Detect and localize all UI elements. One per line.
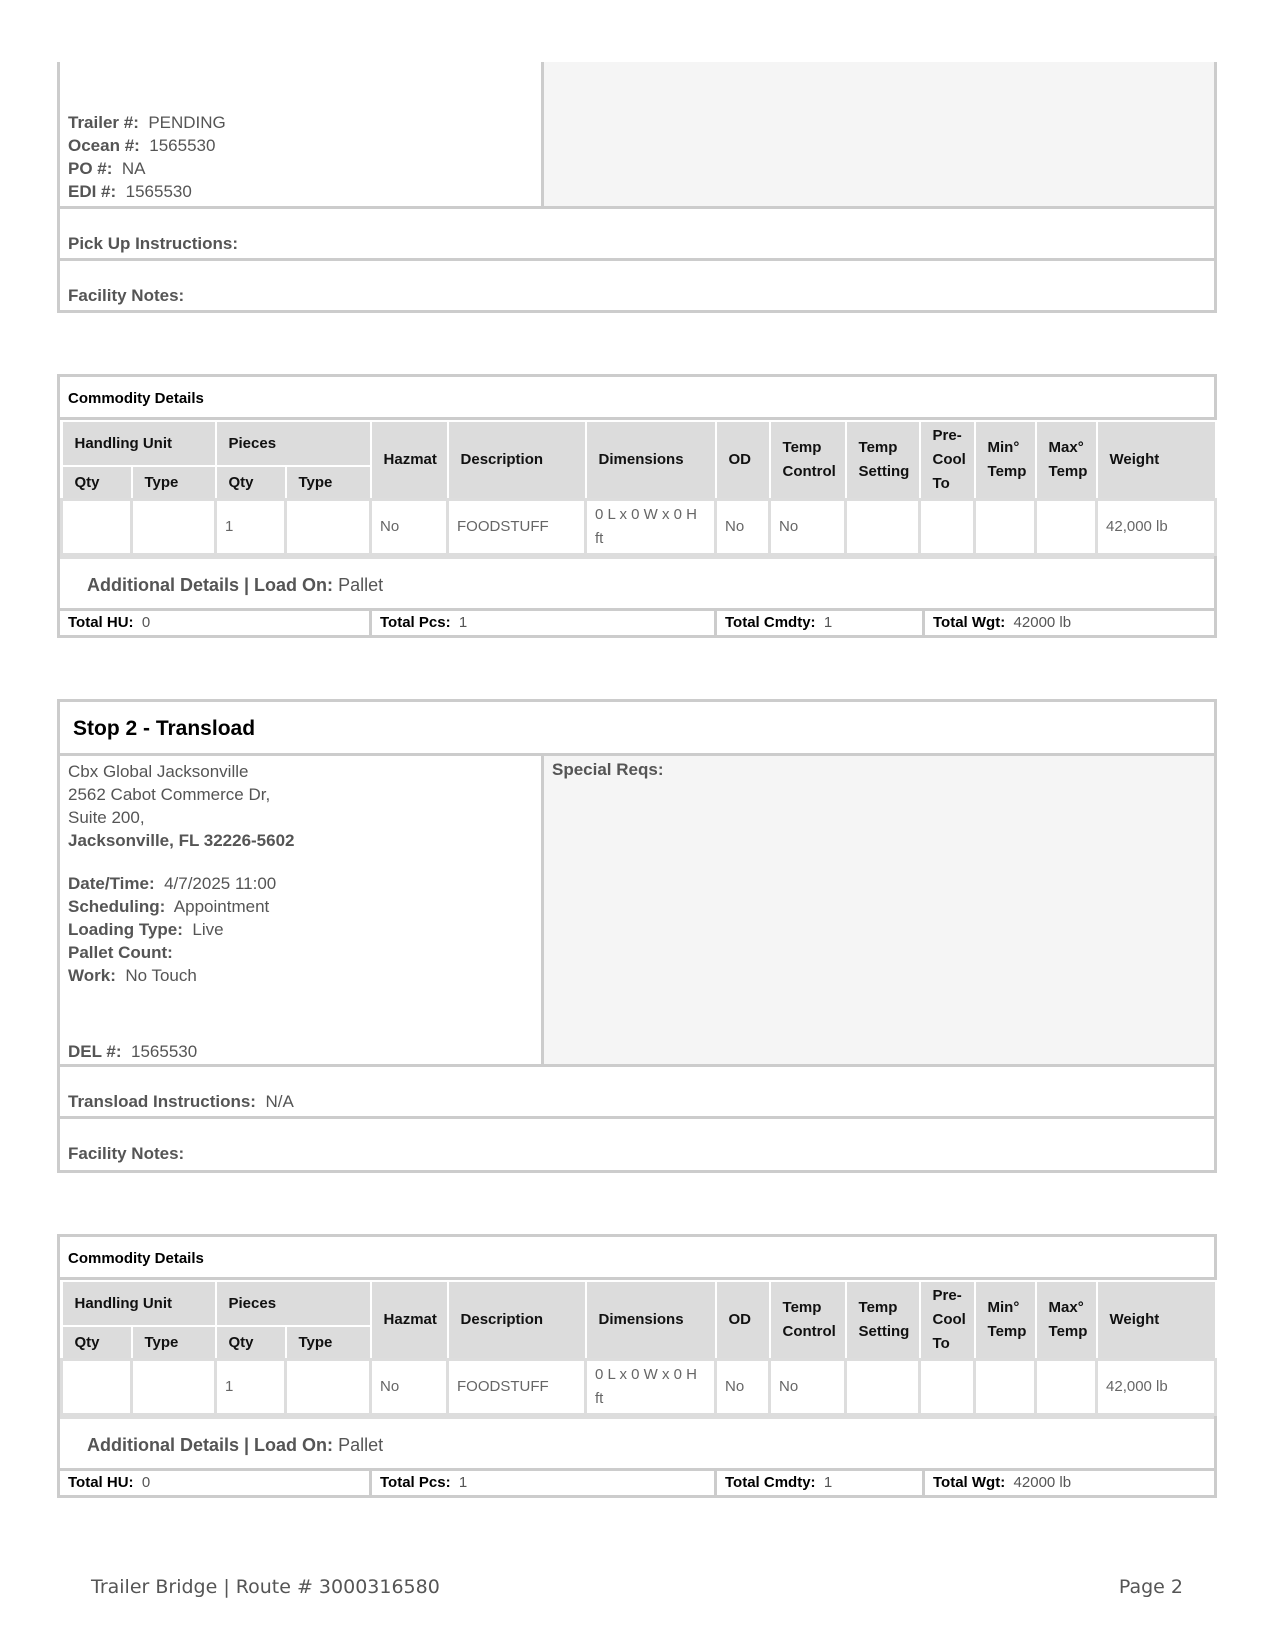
address-suite: Suite 200, xyxy=(68,808,145,827)
col-temp-setting: Temp Setting xyxy=(846,421,920,500)
stop1-special-reqs xyxy=(541,62,1214,206)
col-temp-control: Temp Control xyxy=(770,1281,846,1360)
stop1-section xyxy=(57,62,1217,313)
date-time: Date/Time: 4/7/2025 11:00 xyxy=(68,874,277,893)
commodity-title: Commodity Details xyxy=(60,377,1214,420)
edi-number: EDI #: 1565530 xyxy=(68,182,192,201)
commodity-totals xyxy=(60,608,1214,635)
col-min-temp: Min° Temp xyxy=(975,1281,1036,1360)
address-city: Jacksonville, FL 32226-5602 xyxy=(68,831,295,850)
col-pre-cool: Pre-Cool To xyxy=(920,421,975,500)
commodity-title: Commodity Details xyxy=(60,1237,1214,1280)
total-pcs: Total Pcs: 1 xyxy=(369,611,714,635)
col-handling-unit: Handling Unit xyxy=(62,1281,216,1326)
col-hu-type: Type xyxy=(132,466,216,499)
stop2-special-reqs: Special Reqs: xyxy=(541,756,1214,1064)
col-temp-setting: Temp Setting xyxy=(846,1281,920,1360)
col-hu-qty: Qty xyxy=(62,466,132,499)
total-cmdty: Total Cmdty: 1 xyxy=(714,611,922,635)
col-weight: Weight xyxy=(1097,1281,1216,1360)
commodity-totals xyxy=(60,1468,1214,1495)
ocean-number: Ocean #: 1565530 xyxy=(68,136,216,155)
col-hazmat: Hazmat xyxy=(371,1281,448,1360)
total-hu: Total HU: 0 xyxy=(68,1474,151,1491)
address-street: 2562 Cabot Commerce Dr, xyxy=(68,785,271,804)
total-pcs: Total Pcs: 1 xyxy=(369,1471,714,1495)
stop1-fields xyxy=(68,111,226,203)
pickup-instructions: Pick Up Instructions: xyxy=(60,206,1214,258)
transload-instructions: Transload Instructions: N/A xyxy=(60,1064,1214,1116)
stop2-facility-notes: Facility Notes: xyxy=(60,1116,1214,1168)
commodity-details-2 xyxy=(57,1234,1217,1498)
commodity-table xyxy=(60,1280,1217,1416)
col-hu-type: Type xyxy=(132,1326,216,1359)
col-dimensions: Dimensions xyxy=(586,421,716,500)
col-pc-qty: Qty xyxy=(216,466,286,499)
col-pc-type: Type xyxy=(286,466,371,499)
additional-details: Additional Details | Load On: Pallet xyxy=(60,556,1214,608)
total-wgt: Total Wgt: 42000 lb xyxy=(922,1471,1214,1495)
stop2-title: Stop 2 - Transload xyxy=(60,702,1214,756)
col-pc-qty: Qty xyxy=(216,1326,286,1359)
col-pre-cool: Pre-Cool To xyxy=(920,1281,975,1360)
col-description: Description xyxy=(448,421,586,500)
footer-route: Trailer Bridge | Route # 3000316580 xyxy=(91,1576,440,1598)
col-temp-control: Temp Control xyxy=(770,421,846,500)
del-number: DEL #: 1565530 xyxy=(68,1042,198,1061)
scheduling: Scheduling: Appointment xyxy=(68,897,270,916)
trailer-number: Trailer #: PENDING xyxy=(68,113,226,132)
col-od: OD xyxy=(716,1281,770,1360)
col-description: Description xyxy=(448,1281,586,1360)
col-min-temp: Min° Temp xyxy=(975,421,1036,500)
footer-page-number: Page 2 xyxy=(1118,1576,1183,1598)
work: Work: No Touch xyxy=(68,966,197,985)
stop2-details xyxy=(60,756,541,1064)
col-max-temp: Max° Temp xyxy=(1036,421,1097,500)
table-row: 1 No FOODSTUFF 0 L x 0 W x 0 H ft No No 42,000 lb xyxy=(62,500,1216,555)
col-pieces: Pieces xyxy=(216,421,371,466)
total-hu: Total HU: 0 xyxy=(68,614,151,631)
col-hazmat: Hazmat xyxy=(371,421,448,500)
col-od: OD xyxy=(716,421,770,500)
commodity-table xyxy=(60,420,1217,556)
col-pc-type: Type xyxy=(286,1326,371,1359)
col-weight: Weight xyxy=(1097,421,1216,500)
loading-type: Loading Type: Live xyxy=(68,920,224,939)
col-hu-qty: Qty xyxy=(62,1326,132,1359)
col-max-temp: Max° Temp xyxy=(1036,1281,1097,1360)
additional-details: Additional Details | Load On: Pallet xyxy=(60,1416,1214,1468)
total-wgt: Total Wgt: 42000 lb xyxy=(922,611,1214,635)
stop1-facility-notes: Facility Notes: xyxy=(60,258,1214,310)
pallet-count: Pallet Count: xyxy=(68,943,173,962)
col-handling-unit: Handling Unit xyxy=(62,421,216,466)
stop2-fields xyxy=(68,760,295,987)
col-pieces: Pieces xyxy=(216,1281,371,1326)
commodity-details-1 xyxy=(57,374,1217,638)
table-row: 1 No FOODSTUFF 0 L x 0 W x 0 H ft No No 42,000 lb xyxy=(62,1360,1216,1415)
facility-name: Cbx Global Jacksonville xyxy=(68,762,249,781)
col-dimensions: Dimensions xyxy=(586,1281,716,1360)
po-number: PO #: NA xyxy=(68,159,146,178)
total-cmdty: Total Cmdty: 1 xyxy=(714,1471,922,1495)
stop1-details xyxy=(60,62,541,206)
stop2-section xyxy=(57,699,1217,1173)
